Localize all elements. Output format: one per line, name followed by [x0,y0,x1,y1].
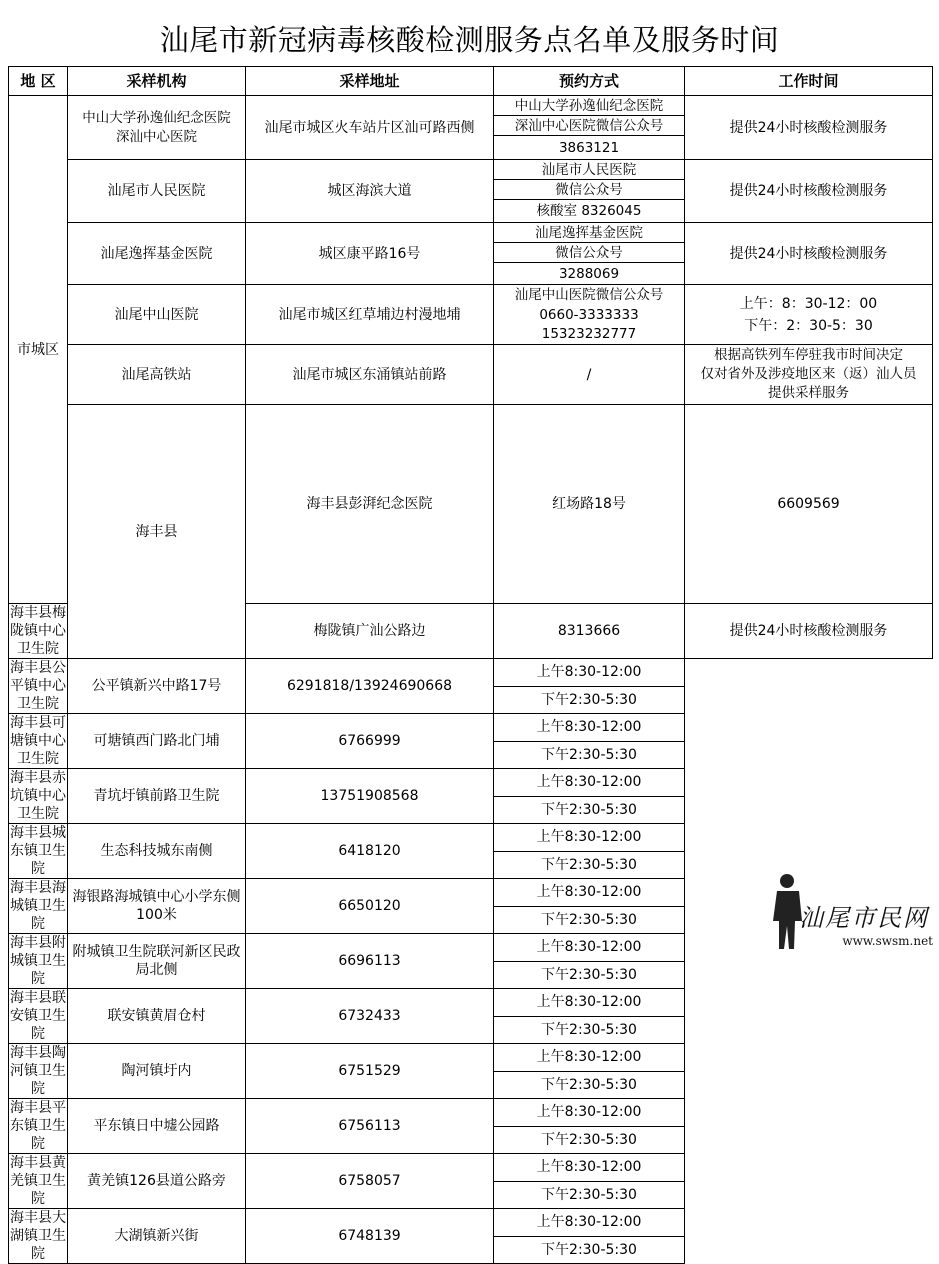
hours-pm: 下午2:30-5:30 [494,1016,685,1044]
hours-cell: 提供24小时核酸检测服务 [685,96,933,160]
table-row [9,989,933,1017]
booking-cell: 核酸室 8326045 [494,200,685,223]
hours-pm: 下午2:30-5:30 [494,1181,685,1209]
address-cell: 城区康平路16号 [246,223,494,285]
hours-pm: 下午2:30-5:30 [494,1236,685,1264]
org-cell: 海丰县城东镇卫生院 [10,825,66,877]
org-cell: 海丰县黄羌镇卫生院 [10,1155,66,1207]
hours-am: 上午8:30-12:00 [494,879,685,907]
hours-cell: 提供24小时核酸检测服务 [685,604,933,659]
header-region: 地 区 [9,67,68,96]
booking-cell: 微信公众号 [494,180,685,200]
address-cell: 附城镇卫生院联河新区民政局北侧 [68,934,246,989]
address-cell: 平东镇日中墟公园路 [68,1099,246,1154]
hours-line-2: 仅对省外及涉疫地区来（返）汕人员 [700,366,917,382]
org-cell: 海丰县彭湃纪念医院 [246,405,494,604]
booking-cell: 深汕中心医院微信公众号 [494,116,685,136]
table-row [9,1154,933,1182]
hours-am: 上午8:30-12:00 [494,824,685,852]
org-cell: 汕尾逸挥基金医院 [68,223,246,285]
region-cell-haifeng: 海丰县 [68,405,246,659]
org-cell: 海丰县赤坑镇中心卫生院 [10,770,66,822]
booking-cell: 微信公众号 [494,243,685,263]
address-cell: 生态科技城东南侧 [68,824,246,879]
table-row [9,223,933,243]
hours-pm: 下午2:30-5:30 [494,906,685,934]
hours-cell: 提供24小时核酸检测服务 [685,160,933,223]
org-cell: 海丰县附城镇卫生院 [10,935,66,987]
table-row [9,1209,933,1237]
table-row [9,824,933,852]
booking-cell: 6751529 [246,1044,494,1099]
address-cell: 大湖镇新兴街 [68,1209,246,1264]
booking-cell: 6766999 [246,714,494,769]
booking-cell: 13751908568 [246,769,494,824]
hours-am: 上午8:30-12:00 [494,1209,685,1237]
page-title: 汕尾市新冠病毒核酸检测服务点名单及服务时间 [159,23,780,57]
hours-cell [685,285,933,345]
table-row [9,285,933,305]
hours-pm: 下午2:30-5:30 [494,961,685,989]
booking-cell: 6418120 [246,824,494,879]
table-row [9,1099,933,1127]
booking-cell: 8313666 [494,604,685,659]
org-cell: 海丰县平东镇卫生院 [10,1100,66,1152]
hours-am: 上午8:30-12:00 [494,1154,685,1182]
hours-am: 上午8:30-12:00 [494,714,685,742]
address-cell: 联安镇黄眉仓村 [68,989,246,1044]
hours-pm: 下午2:30-5:30 [494,851,685,879]
booking-cell: 3863121 [494,136,685,160]
hours-pm: 下午2:30-5:30 [494,686,685,714]
hours-cell [685,345,933,405]
header-org: 采样机构 [68,67,246,96]
table-row [9,345,933,405]
hours-pm: 下午2:30-5:30 [494,1071,685,1099]
address-cell: 梅陇镇广汕公路边 [246,604,494,659]
booking-cell: 6696113 [246,934,494,989]
table-row [9,96,933,116]
address-cell: 公平镇新兴中路17号 [68,659,246,714]
hours-am: 上午8:30-12:00 [494,659,685,687]
org-cell: 海丰县陶河镇卫生院 [10,1045,66,1097]
hours-am: 上午8:30-12:00 [494,769,685,797]
testing-sites-table [8,66,933,1264]
table-header-row [9,67,933,96]
hours-line-3: 提供采样服务 [768,385,849,401]
header-address: 采样地址 [246,67,494,96]
address-cell: 汕尾市城区火车站片区汕可路西侧 [246,96,494,160]
address-cell: 青坑圩镇前路卫生院 [68,769,246,824]
hours-pm: 下午2:30-5:30 [494,741,685,769]
hours-am: 上午8:30-12:00 [494,1044,685,1072]
booking-cell: 6650120 [246,879,494,934]
booking-cell: 6756113 [246,1099,494,1154]
address-cell: 汕尾市城区红草埔边村漫地埔 [246,285,494,345]
booking-cell: 6291818/13924690668 [246,659,494,714]
address-cell: 陶河镇圩内 [68,1044,246,1099]
hours-am: 上午：8：30-12：00 [739,295,878,312]
booking-cell: 15323232777 [494,325,685,345]
org-cell: 海丰县联安镇卫生院 [10,990,66,1042]
hours-pm: 下午：2：30-5：30 [744,317,873,334]
hours-line-1: 根据高铁列车停驻我市时间决定 [714,347,903,363]
booking-cell: 6758057 [246,1154,494,1209]
watermark [769,871,939,951]
org-cell: 汕尾市人民医院 [68,160,246,223]
booking-cell: 汕尾中山医院微信公众号 [494,285,685,305]
booking-cell: 0660-3333333 [494,305,685,325]
org-cell: 汕尾中山医院 [68,285,246,345]
booking-cell: / [494,345,685,405]
booking-cell: 6748139 [246,1209,494,1264]
org-cell: 海丰县梅陇镇中心卫生院 [10,605,66,657]
org-cell [68,96,246,160]
org-name-2: 深汕中心医院 [116,128,197,145]
address-cell: 红场路18号 [494,405,685,604]
hours-cell: 提供24小时核酸检测服务 [685,223,933,285]
org-cell: 海丰县可塘镇中心卫生院 [10,715,66,767]
watermark-url: www.swsm.net [842,934,933,948]
org-cell: 海丰县海城镇卫生院 [10,880,66,932]
hours-am: 上午8:30-12:00 [494,989,685,1017]
booking-cell: 汕尾市人民医院 [494,160,685,180]
table-row [9,160,933,180]
address-cell: 可塘镇西门路北门埔 [68,714,246,769]
table-row [9,659,933,687]
org-cell: 海丰县公平镇中心卫生院 [10,660,66,712]
address-cell: 汕尾市城区东涌镇站前路 [246,345,494,405]
header-hours: 工作时间 [685,67,933,96]
hours-am: 上午8:30-12:00 [494,1099,685,1127]
table-row [9,1044,933,1072]
table-row [9,405,933,604]
org-cell: 汕尾高铁站 [68,345,246,405]
header-booking: 预约方式 [494,67,685,96]
address-cell: 海银路海城镇中心小学东侧100米 [68,879,246,934]
booking-cell: 3288069 [494,263,685,285]
table-row [9,714,933,742]
booking-cell: 6732433 [246,989,494,1044]
booking-cell: 6609569 [685,405,933,604]
booking-cell: 中山大学孙逸仙纪念医院 [494,96,685,116]
region-cell-city: 市城区 [9,96,68,604]
booking-cell: 汕尾逸挥基金医院 [494,223,685,243]
hours-pm: 下午2:30-5:30 [494,1126,685,1154]
watermark-text: 汕尾市民网 [799,904,929,932]
hours-pm: 下午2:30-5:30 [494,796,685,824]
org-name: 中山大学孙逸仙纪念医院 [82,109,231,126]
address-cell: 黄羌镇126县道公路旁 [68,1154,246,1209]
hours-am: 上午8:30-12:00 [494,934,685,962]
org-cell: 海丰县大湖镇卫生院 [10,1210,66,1262]
table-row [9,769,933,797]
address-cell: 城区海滨大道 [246,160,494,223]
